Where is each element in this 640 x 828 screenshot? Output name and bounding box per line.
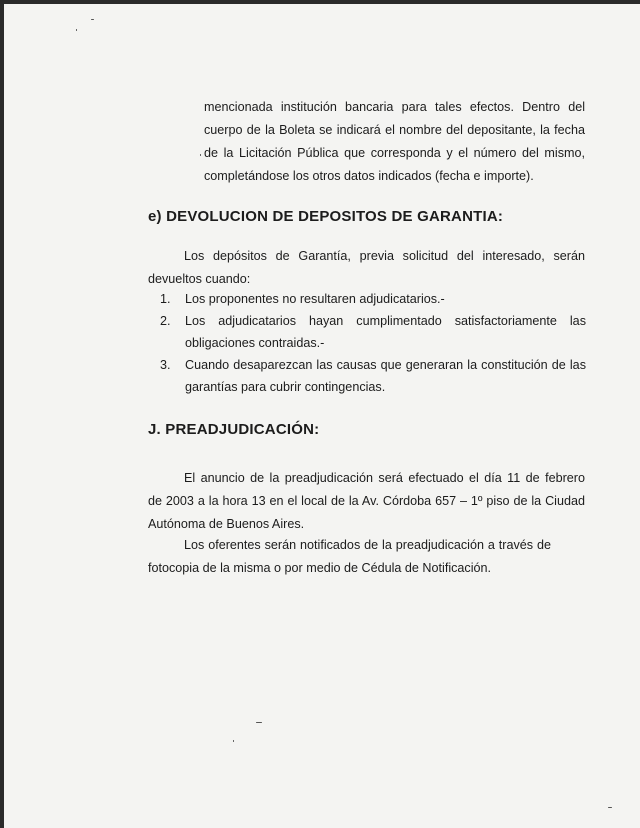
list-item-text: Los adjudicatarios hayan cumplimentado satisfactoriamente las bbox=[185, 314, 586, 328]
text-line: de 2003 a la hora 13 en el local de la Av. Córdoba 657 – 1º piso de la Ciudad bbox=[148, 494, 585, 508]
section-e-heading: e) DEVOLUCION DE DEPOSITOS DE GARANTIA: bbox=[148, 208, 504, 225]
text-line: Los depósitos de Garantía, previa solicitud del interesado, serán bbox=[184, 249, 585, 263]
text-line: devueltos cuando: bbox=[148, 272, 251, 286]
list-item-text: garantías para cubrir contingencias. bbox=[185, 380, 386, 394]
text-line: El anuncio de la preadjudicación será efectuado el día 11 de febrero bbox=[184, 471, 585, 485]
text-line: fotocopia de la misma o por medio de Cédula de Notificación. bbox=[148, 561, 492, 575]
list-item bbox=[160, 354, 586, 398]
intro-paragraph bbox=[204, 96, 585, 188]
section-j-heading: J. PREADJUDICACIÓN: bbox=[148, 421, 320, 438]
text-line: cuerpo de la Boleta se indicará el nombre del depositante, la fecha bbox=[204, 123, 585, 137]
list-number: 1. bbox=[160, 292, 171, 306]
text-line: Autónoma de Buenos Aires. bbox=[148, 517, 305, 531]
list-item-text: Cuando desaparezcan las causas que generaran la constitución de las bbox=[185, 358, 586, 372]
list-number: 2. bbox=[160, 314, 171, 328]
return-conditions-list bbox=[160, 288, 586, 398]
section-e-intro bbox=[148, 245, 585, 291]
scan-speck bbox=[608, 807, 612, 808]
text-line: Los oferentes serán notificados de la preadjudicación a través de bbox=[184, 538, 551, 552]
text-line: de la Licitación Pública que corresponda y el número del mismo, bbox=[204, 146, 585, 160]
list-number: 3. bbox=[160, 358, 171, 372]
scan-speck bbox=[233, 740, 234, 742]
preadjudication-paragraph bbox=[148, 467, 585, 536]
list-item bbox=[160, 310, 586, 354]
text-line: completándose los otros datos indicados (fecha e importe). bbox=[204, 169, 534, 183]
scan-speck bbox=[76, 29, 77, 31]
text-line: mencionada institución bancaria para tales efectos. Dentro del bbox=[204, 100, 585, 114]
notification-paragraph bbox=[148, 534, 551, 580]
document-page bbox=[4, 4, 640, 828]
scan-speck bbox=[256, 722, 262, 723]
list-item-text: obligaciones contraidas.- bbox=[185, 336, 325, 350]
list-item bbox=[160, 288, 586, 310]
scan-speck bbox=[200, 154, 201, 156]
list-item-text: Los proponentes no resultaren adjudicatarios.- bbox=[185, 292, 445, 306]
scan-speck bbox=[91, 19, 94, 20]
